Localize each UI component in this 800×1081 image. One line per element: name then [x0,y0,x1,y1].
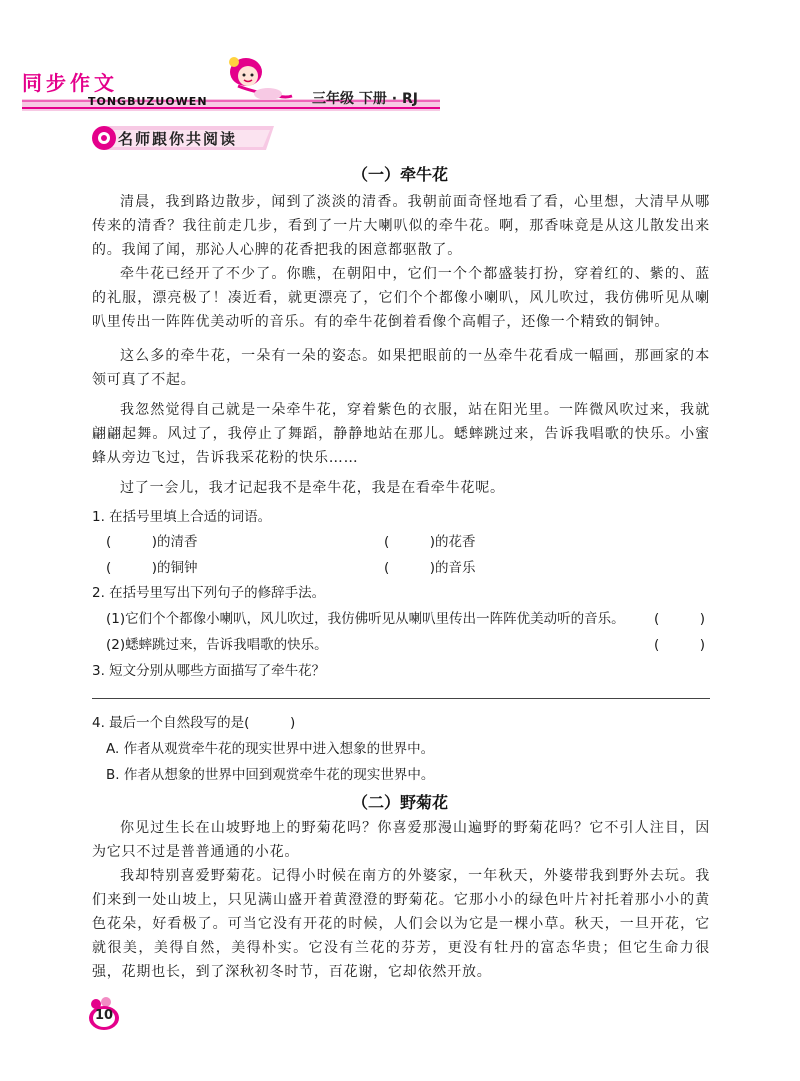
fill-blank-item[interactable]: ( )的清香 [106,534,198,550]
grade-label: 三年级 下册 · RJ [312,91,418,107]
answer-line[interactable] [92,698,710,699]
paragraph: 清晨，我到路边散步，闻到了淡淡的清香。我朝前面奇怪地看了看，心里想，大清早从哪传来的清香？我往前走几步，看到了一片大喇叭似的牵牛花。啊，那香味竟是从这儿散发出来的。我闻了闻，那沁人心脾的花香把我的困意都驱散了。 [92,194,710,258]
logo-title: 同步作文 [22,71,118,95]
section-banner-label: 名师跟你共阅读 [118,130,238,148]
page-number: 10 [95,1008,114,1023]
question-1-prompt: 1. 在括号里填上合适的词语。 [92,509,272,525]
fill-blank-item[interactable]: ( )的铜钟 [106,560,198,576]
fill-blank-item[interactable]: ( )的花香 [384,534,476,550]
paragraph: 牵牛花已经开了不少了。你瞧，在朝阳中，它们一个个都盛装打扮，穿着红的、紫的、蓝的礼服，漂亮极了！凑近看，就更漂亮了，它们个个都像小喇叭，风儿吹过，我仿佛听见从喇叭里传出一阵阵优美动听的音乐。有的牵牛花倒着看像个高帽子，还像一个精致的铜钟。 [92,266,710,330]
logo-subtitle: TONGBUZUOWEN [88,95,208,108]
choice-option-a[interactable]: A. 作者从观赏牵牛花的现实世界中进入想象的世界中。 [106,741,435,757]
fill-blank-item[interactable]: ( )的音乐 [384,560,476,576]
passage-title: （一）牵牛花 [351,165,448,184]
paragraph: 我却特别喜爱野菊花。记得小时候在南方的外婆家，一年秋天，外婆带我到野外去玩。我们来到一处山坡上，只见满山盛开着黄澄澄的野菊花。它那小小的绿色叶片衬托着那小小的黄色花朵，好看极了。可当它没有开花的时候，人们会以为它是一棵小草。秋天，一旦开花，它就很美，美得自然，美得朴实。它没有兰花的芬芳，更没有牡丹的富态华贵；但它生命力很强，花期也长，到了深秋初冬时节，百花谢，它却依然开放。 [92,868,710,980]
rhetoric-sentence: (2)蟋蟀跳过来，告诉我唱歌的快乐。 [106,637,328,653]
question-3-prompt: 3. 短文分别从哪些方面描写了牵牛花？ [92,663,326,679]
rhetoric-sentence: (1)它们个个都像小喇叭，风儿吹过，我仿佛听见从喇叭里传出一阵阵优美动听的音乐。 [106,611,625,627]
cartoon-girl-icon [208,52,298,112]
paragraph: 过了一会儿，我才记起我不是牵牛花，我是在看牵牛花呢。 [120,480,505,496]
paragraph: 你见过生长在山坡野地上的野菊花吗？你喜爱那漫山遍野的野菊花吗？它不引人注目，因为它只不过是普普通通的小花。 [92,820,710,860]
passage-title: （二）野菊花 [351,793,448,812]
answer-blank[interactable]: ( ) [654,637,706,653]
question-4-prompt: 4. 最后一个自然段写的是( ) [92,715,296,731]
choice-option-b[interactable]: B. 作者从想象的世界中回到观赏牵牛花的现实世界中。 [106,767,435,783]
paragraph: 这么多的牵牛花，一朵有一朵的姿态。如果把眼前的一丛牵牛花看成一幅画，那画家的本领可真了不起。 [92,348,710,388]
paragraph: 我忽然觉得自己就是一朵牵牛花，穿着紫色的衣服，站在阳光里。一阵微风吹过来，我就翩翩起舞。风过了，我停止了舞蹈，静静地站在那儿。蟋蟀跳过来，告诉我唱歌的快乐。小蜜蜂从旁边飞过，告诉我采花粉的快乐…… [92,402,710,466]
question-2-prompt: 2. 在括号里写出下列句子的修辞手法。 [92,585,326,601]
answer-blank[interactable]: ( ) [654,611,706,627]
